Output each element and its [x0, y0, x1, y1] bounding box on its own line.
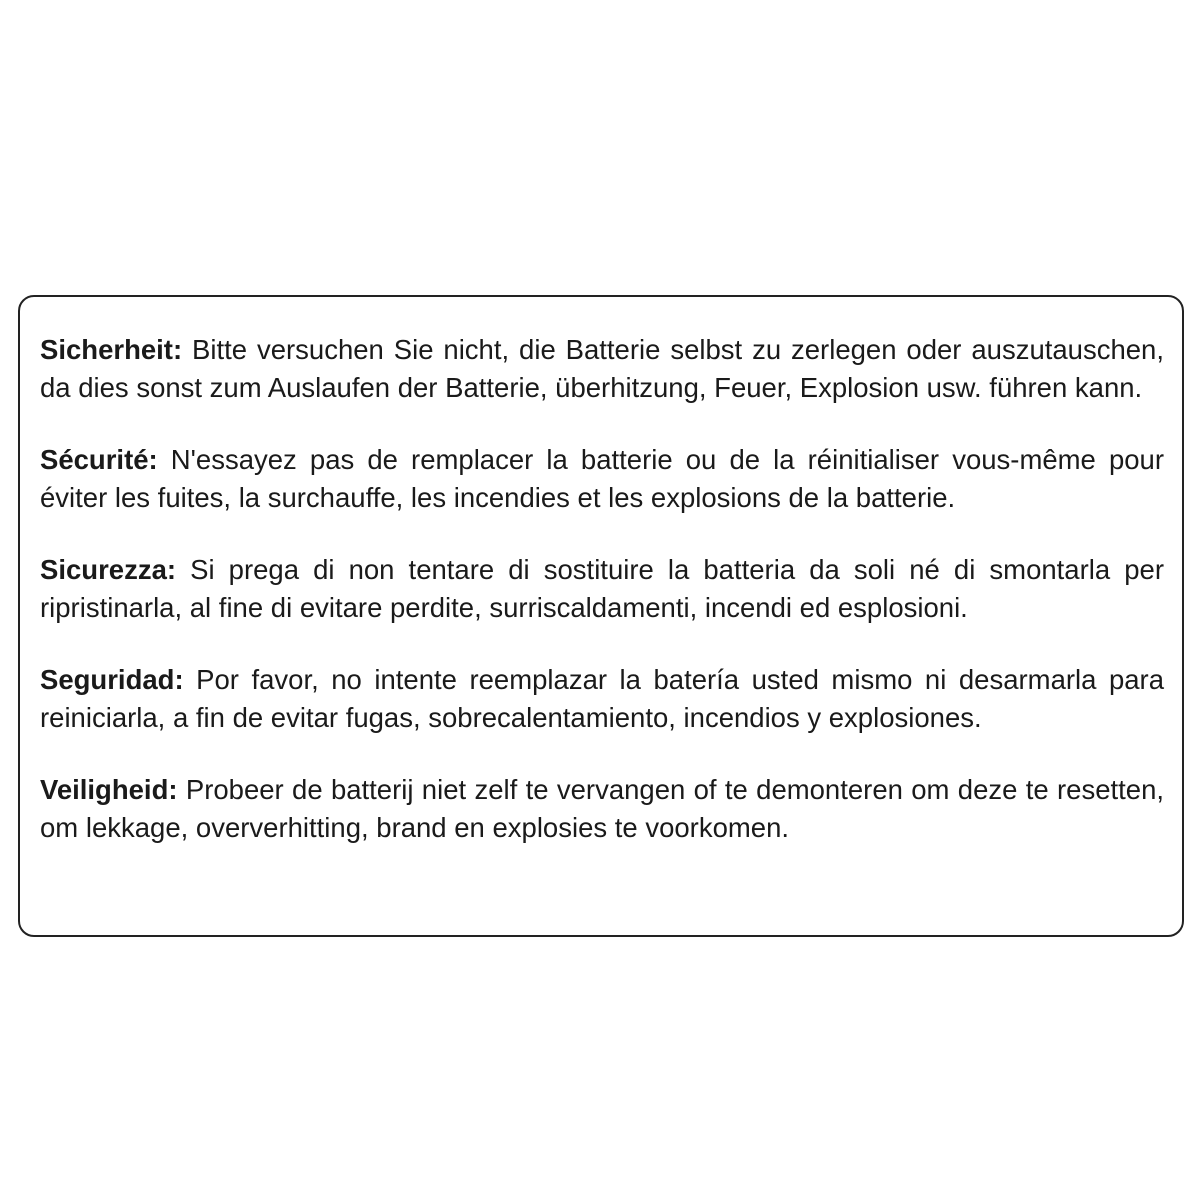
- safety-label-spanish: Seguridad:: [40, 664, 184, 695]
- safety-text-spanish: Por favor, no intente reemplazar la batería usted mismo ni desarmarla para reiniciarla, a fin de evitar fugas, sobrecalentamiento, incendios y explosiones.: [40, 664, 1164, 733]
- safety-notice-french: [40, 441, 1164, 517]
- safety-notice-german: [40, 331, 1164, 407]
- safety-text-dutch: Probeer de batterij niet zelf te vervangen of te demonteren om deze te resetten, om lekkage, oververhitting, brand en explosies te voorkomen.: [40, 774, 1164, 843]
- safety-notice-spanish: [40, 661, 1164, 737]
- safety-text-german: Bitte versuchen Sie nicht, die Batterie selbst zu zerlegen oder auszutauschen, da dies sonst zum Auslaufen der Batterie, überhitzung, Feuer, Explosion usw. führen kann.: [40, 334, 1164, 403]
- safety-label-dutch: Veiligheid:: [40, 774, 178, 805]
- safety-notice-dutch: [40, 771, 1164, 847]
- safety-label-italian: Sicurezza:: [40, 554, 177, 585]
- safety-notice-italian: [40, 551, 1164, 627]
- safety-label-french: Sécurité:: [40, 444, 158, 475]
- safety-text-italian: Si prega di non tentare di sostituire la batteria da soli né di smontarla per ripristinarla, al fine di evitare perdite, surriscaldamenti, incendi ed esplosioni.: [40, 554, 1164, 623]
- safety-notice-box: [18, 295, 1184, 937]
- safety-label-german: Sicherheit:: [40, 334, 183, 365]
- safety-text-french: N'essayez pas de remplacer la batterie ou de la réinitialiser vous-même pour éviter les fuites, la surchauffe, les incendies et les explosions de la batterie.: [40, 444, 1164, 513]
